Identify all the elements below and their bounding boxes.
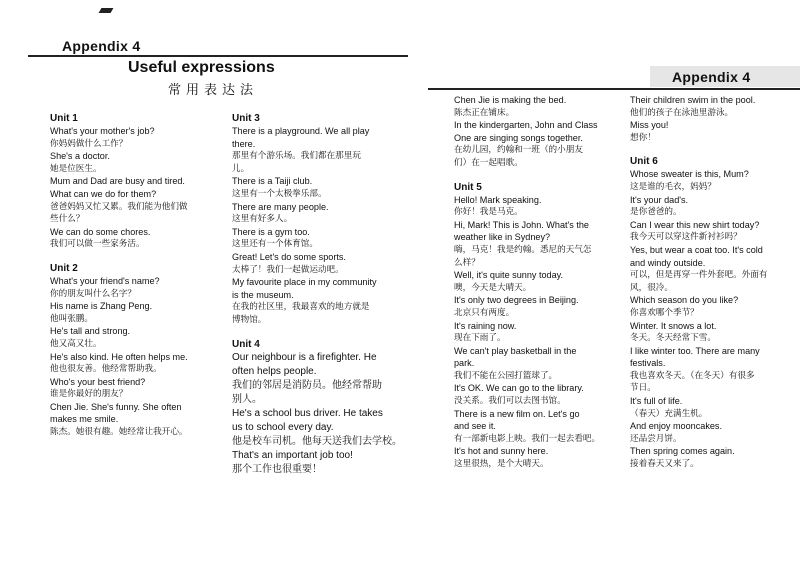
english-expression: there. bbox=[232, 138, 256, 149]
chinese-translation: 冬天。冬天经常下雪。 bbox=[630, 333, 716, 344]
unit-heading: Unit 6 bbox=[630, 156, 658, 168]
english-expression: is the museum. bbox=[232, 289, 294, 300]
english-expression: Yes, but wear a coat too. It's cold bbox=[630, 244, 763, 255]
chinese-translation: 接着春天又来了。 bbox=[630, 459, 699, 470]
chinese-translation: 么样？ bbox=[454, 257, 480, 268]
english-expression: Hi, Mark! This is John. What's the bbox=[454, 219, 589, 230]
english-expression: It's full of life. bbox=[630, 396, 683, 407]
english-expression: Our neighbour is a firefighter. He bbox=[232, 351, 377, 363]
english-expression: It's raining now. bbox=[454, 320, 517, 331]
unit3-section bbox=[232, 112, 417, 477]
english-expression: Chen Jie is making the bed. bbox=[454, 95, 567, 105]
chinese-translation: 这里还有一个体育馆。 bbox=[232, 239, 318, 250]
chinese-translation: 爸爸妈妈又忙又累。我们能为他们做 bbox=[50, 201, 188, 212]
chinese-translation: 节日。 bbox=[630, 383, 656, 394]
chinese-translation: 别人。 bbox=[232, 393, 262, 405]
chinese-translation: 这是谁的毛衣，妈妈？ bbox=[630, 181, 716, 192]
english-expression: That's an important job too! bbox=[232, 449, 353, 461]
english-expression: Great! Let's do some sports. bbox=[232, 251, 346, 262]
chinese-translation: 陈杰正在铺床。 bbox=[454, 107, 515, 118]
english-expression: Which season do you like? bbox=[630, 295, 739, 306]
english-expression: Can I wear this new shirt today? bbox=[630, 219, 760, 230]
chinese-translation: 嗨，马克！我是约翰。悉尼的天气怎 bbox=[454, 244, 592, 255]
english-expression: There is a Taiji club. bbox=[232, 176, 313, 187]
english-expression: What can we do for them? bbox=[50, 188, 157, 199]
english-expression: and windy outside. bbox=[630, 257, 706, 268]
english-expression: He's also kind. He often helps me. bbox=[50, 351, 188, 362]
chinese-translation: 我也喜欢冬天。（在冬天）有很多 bbox=[630, 370, 755, 381]
chinese-translation: 这里很热，是个大晴天。 bbox=[454, 459, 549, 470]
chinese-translation: 那个工作也很重要！ bbox=[232, 463, 322, 475]
chinese-translation: 谁是你最好的朋友？ bbox=[50, 389, 128, 400]
appendix-label: Appendix 4 bbox=[62, 38, 141, 54]
chinese-translation: 他也很友善。他经常帮助我。 bbox=[50, 364, 162, 375]
english-expression: We can't play basketball in the bbox=[454, 345, 577, 356]
english-expression: makes me smile. bbox=[50, 414, 119, 425]
chinese-translation: 风，很冷。 bbox=[630, 282, 673, 293]
chinese-translation: 这里有好多人。 bbox=[232, 214, 293, 225]
english-expression: His name is Zhang Peng. bbox=[50, 301, 153, 312]
english-expression: It's OK. We can go to the library. bbox=[454, 383, 584, 394]
english-expression: There is a new film on. Let's go bbox=[454, 408, 580, 419]
english-expression: He's a school bus driver. He takes bbox=[232, 407, 383, 419]
english-expression: One are singing songs together. bbox=[454, 132, 583, 143]
chinese-translation: 太棒了！我们一起做运动吧。 bbox=[232, 264, 344, 275]
english-expression: Hello! Mark speaking. bbox=[454, 194, 542, 205]
english-expression: He's tall and strong. bbox=[50, 326, 131, 337]
page-subtitle: 常用表达法 bbox=[168, 83, 259, 98]
chinese-translation: 我们的邻居是消防员。他经常帮助 bbox=[232, 379, 382, 391]
chinese-translation: 那里有个游乐场。我们都在那里玩 bbox=[232, 151, 361, 162]
unit-heading: Unit 2 bbox=[50, 262, 78, 274]
unit-heading: Unit 3 bbox=[232, 113, 260, 124]
chinese-translation: 在我的社区里，我最喜欢的地方就是 bbox=[232, 302, 370, 313]
chinese-translation: 他们的孩子在泳池里游泳。 bbox=[630, 107, 734, 118]
english-expression: Who's your best friend? bbox=[50, 376, 146, 387]
english-expression: It's only two degrees in Beijing. bbox=[454, 295, 579, 306]
chinese-translation: 我们可以做一些家务活。 bbox=[50, 239, 145, 250]
english-expression: Whose sweater is this, Mum? bbox=[630, 169, 749, 180]
chinese-translation: 你好！我是马克。 bbox=[454, 207, 523, 218]
chinese-translation: 博物馆。 bbox=[232, 314, 267, 325]
english-expression: She's a doctor. bbox=[50, 151, 110, 162]
unit-heading: Unit 1 bbox=[50, 113, 78, 124]
english-expression: park. bbox=[454, 358, 475, 369]
unit4-section bbox=[232, 338, 417, 477]
chinese-translation: 现在下雨了。 bbox=[454, 333, 506, 344]
english-expression: festivals. bbox=[630, 358, 666, 369]
unit4-5-section bbox=[454, 94, 644, 471]
chinese-translation: 我们不能在公园打篮球了。 bbox=[454, 370, 558, 381]
chinese-translation: 想你！ bbox=[630, 132, 656, 143]
chinese-translation: 是你爸爸的。 bbox=[630, 207, 682, 218]
chinese-translation: 可以，但是再穿一件外套吧。外面有 bbox=[630, 270, 768, 281]
chinese-translation: 我今天可以穿这件新衬衫吗？ bbox=[630, 232, 742, 243]
english-expression: Miss you! bbox=[630, 120, 669, 131]
unit-heading: Unit 5 bbox=[454, 181, 482, 193]
chinese-translation: 些什么？ bbox=[50, 214, 85, 225]
chinese-translation: 他叫张鹏。 bbox=[50, 313, 93, 324]
english-expression: It's hot and sunny here. bbox=[454, 446, 549, 457]
chinese-translation: 儿。 bbox=[232, 163, 250, 174]
chinese-translation: 有一部新电影上映。我们一起去看吧。 bbox=[454, 433, 601, 444]
english-expression: There is a gym too. bbox=[232, 226, 310, 237]
chinese-translation: 噢，今天是大晴天。 bbox=[454, 282, 532, 293]
english-expression: My favourite place in my community bbox=[232, 277, 377, 288]
chinese-translation: 他是校车司机。他每天送我们去学校。 bbox=[232, 435, 402, 447]
corner-mark bbox=[99, 8, 114, 13]
chinese-translation: 你妈妈做什么工作？ bbox=[50, 138, 128, 149]
english-expression: often helps people. bbox=[232, 365, 317, 377]
unit5-6-section bbox=[630, 94, 798, 471]
english-expression: There are many people. bbox=[232, 201, 329, 212]
english-expression: Mum and Dad are busy and tired. bbox=[50, 176, 185, 187]
chinese-translation: 他又高又壮。 bbox=[50, 338, 102, 349]
unit-heading: Unit 4 bbox=[232, 338, 260, 350]
unit1-section bbox=[50, 112, 230, 439]
appendix-label: Appendix 4 bbox=[672, 69, 751, 85]
english-expression: weather like in Sydney? bbox=[454, 232, 551, 243]
chinese-translation: （春天）充满生机。 bbox=[630, 408, 708, 419]
chinese-translation: 在幼儿园，约翰和一班（的小朋友 bbox=[454, 145, 583, 156]
english-expression: Their children swim in the pool. bbox=[630, 95, 756, 105]
english-expression: And enjoy mooncakes. bbox=[630, 421, 723, 432]
english-expression: There is a playground. We all play bbox=[232, 126, 370, 136]
english-expression: Well, it's quite sunny today. bbox=[454, 270, 564, 281]
english-expression: It's your dad's. bbox=[630, 194, 689, 205]
english-expression: I like winter too. There are many bbox=[630, 345, 760, 356]
english-expression: Winter. It snows a lot. bbox=[630, 320, 717, 331]
chinese-translation: 这里有一个太极拳乐部。 bbox=[232, 188, 327, 199]
english-expression: In the kindergarten, John and Class bbox=[454, 120, 598, 131]
chinese-translation: 你的朋友叫什么名字？ bbox=[50, 288, 136, 299]
chinese-translation: 没关系。我们可以去图书馆。 bbox=[454, 396, 566, 407]
chinese-translation: 还品尝月饼。 bbox=[630, 433, 682, 444]
english-expression: Then spring comes again. bbox=[630, 446, 735, 457]
chinese-translation: 你喜欢哪个季节？ bbox=[630, 307, 699, 318]
english-expression: us to school every day. bbox=[232, 421, 334, 433]
page-title: Useful expressions bbox=[128, 59, 275, 76]
chinese-translation: 北京只有两度。 bbox=[454, 307, 515, 318]
chinese-translation: 她是位医生。 bbox=[50, 163, 102, 174]
english-expression: Chen Jie. She's funny. She often bbox=[50, 401, 182, 412]
chinese-translation: 们）在一起唱歌。 bbox=[454, 157, 523, 168]
english-expression: What's your friend's name? bbox=[50, 275, 160, 286]
english-expression: What's your mother's job? bbox=[50, 126, 155, 136]
right-page bbox=[428, 0, 800, 566]
chinese-translation: 陈杰。她很有趣。她经常让我开心。 bbox=[50, 427, 188, 438]
english-expression: We can do some chores. bbox=[50, 226, 151, 237]
english-expression: and see it. bbox=[454, 421, 496, 432]
